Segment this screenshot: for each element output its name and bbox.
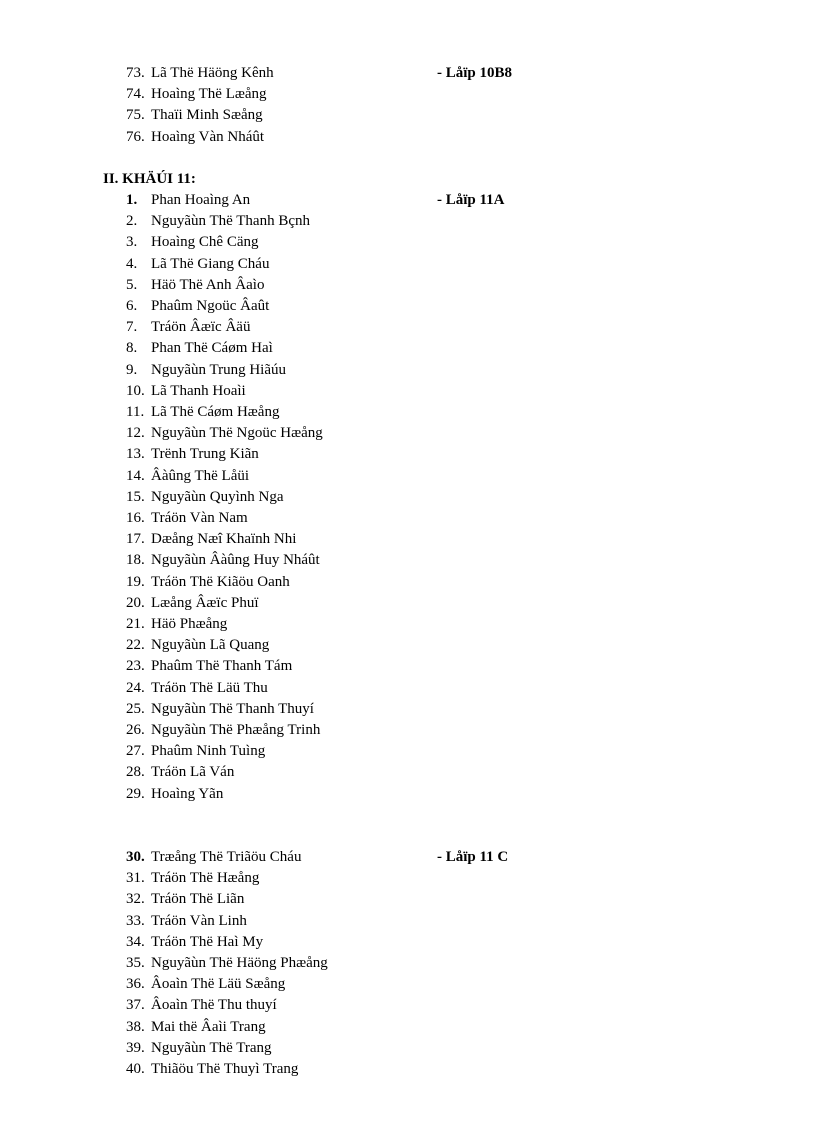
item-number: 7. (126, 319, 138, 335)
item-number: 75. (126, 107, 145, 123)
item-number: 29. (126, 786, 145, 802)
item-name: Mai thë Âaìi Trang (151, 1019, 266, 1035)
item-number: 32. (126, 891, 145, 907)
class-label: - Låïp 11A (437, 192, 505, 208)
item-number: 8. (126, 340, 138, 356)
item-number: 33. (126, 913, 145, 929)
item-name: Nguyãùn Lã Quang (151, 637, 270, 653)
item-number: 15. (126, 489, 145, 505)
item-name: Tráön Thë Kiãöu Oanh (151, 574, 290, 590)
item-number: 18. (126, 552, 145, 568)
item-number: 13. (126, 446, 145, 462)
item-name: Nguyãùn Thë Trang (151, 1040, 272, 1056)
item-name: Træång Thë Triãöu Cháu (151, 849, 302, 865)
item-name: Lã Thanh Hoaìi (151, 383, 246, 399)
section-heading: II. KHÄÚI 11: (103, 171, 196, 187)
item-name: Dæång Næî Khaïnh Nhi (151, 531, 297, 547)
item-number: 4. (126, 256, 138, 272)
item-number: 40. (126, 1061, 145, 1077)
item-number: 17. (126, 531, 145, 547)
item-name: Phaûm Thë Thanh Tám (151, 658, 293, 674)
item-name: Hoaìng Vàn Nháût (151, 129, 265, 145)
item-number: 11. (126, 404, 145, 420)
item-number: 2. (126, 213, 138, 229)
item-number: 19. (126, 574, 145, 590)
item-name: Nguyãùn Thë Thanh Bçnh (151, 213, 311, 229)
item-name: Thiãöu Thë Thuyì Trang (151, 1061, 299, 1077)
item-number: 27. (126, 743, 145, 759)
item-name: Häö Phæång (151, 616, 228, 632)
item-number: 26. (126, 722, 145, 738)
item-name: Tráön Thë Hæång (151, 870, 260, 886)
item-name: Âàûng Thë Låüi (151, 468, 250, 484)
item-number: 12. (126, 425, 145, 441)
item-name: Nguyãùn Thë Phæång Trinh (151, 722, 321, 738)
item-name: Nguyãùn Quyình Nga (151, 489, 284, 505)
item-number: 20. (126, 595, 145, 611)
item-number: 16. (126, 510, 145, 526)
item-number: 30. (126, 849, 145, 865)
item-name: Âoaìn Thë Läü Sæång (151, 976, 286, 992)
item-name: Nguyãùn Trung Hiãúu (151, 362, 287, 378)
item-name: Hoaìng Chê Cäng (151, 234, 259, 250)
item-name: Nguyãùn Thë Häöng Phæång (151, 955, 328, 971)
item-name: Lã Thë Cáøm Hæång (151, 404, 280, 420)
item-name: Phaûm Ninh Tuìng (151, 743, 266, 759)
item-number: 9. (126, 362, 138, 378)
item-number: 25. (126, 701, 145, 717)
item-number: 36. (126, 976, 145, 992)
item-number: 21. (126, 616, 145, 632)
item-name: Tráön Vàn Linh (151, 913, 247, 929)
item-number: 23. (126, 658, 145, 674)
item-number: 37. (126, 997, 145, 1013)
item-number: 24. (126, 680, 145, 696)
item-name: Tráön Thë Liãn (151, 891, 245, 907)
item-number: 6. (126, 298, 138, 314)
item-name: Lã Thë Giang Cháu (151, 256, 270, 272)
item-number: 22. (126, 637, 145, 653)
item-name: Nguyãùn Thë Thanh Thuyí (151, 701, 314, 717)
item-name: Phan Hoaìng An (151, 192, 251, 208)
item-name: Tráön Âæïc Âäü (151, 319, 251, 335)
item-name: Tráön Vàn Nam (151, 510, 248, 526)
item-name: Phan Thë Cáøm Haì (151, 340, 273, 356)
item-number: 74. (126, 86, 145, 102)
item-number: 35. (126, 955, 145, 971)
item-name: Nguyãùn Âàûng Huy Nháût (151, 552, 320, 568)
item-name: Lã Thë Häöng Kênh (151, 65, 274, 81)
item-name: Nguyãùn Thë Ngoüc Hæång (151, 425, 323, 441)
item-number: 3. (126, 234, 138, 250)
item-name: Âoaìn Thë Thu thuyí (151, 997, 277, 1013)
item-name: Tráön Thë Läü Thu (151, 680, 268, 696)
item-number: 39. (126, 1040, 145, 1056)
item-name: Hoaìng Thë Læång (151, 86, 267, 102)
item-number: 10. (126, 383, 145, 399)
item-number: 28. (126, 764, 145, 780)
item-number: 76. (126, 129, 145, 145)
item-name: Hoaìng Yãn (151, 786, 224, 802)
item-name: Tráön Thë Haì My (151, 934, 264, 950)
item-number: 1. (126, 192, 138, 208)
item-name: Trënh Trung Kiãn (151, 446, 259, 462)
item-number: 34. (126, 934, 145, 950)
item-number: 38. (126, 1019, 145, 1035)
item-name: Thaïi Minh Sæång (151, 107, 263, 123)
item-name: Læång Âæïc Phuï (151, 595, 259, 611)
item-name: Häö Thë Anh Âaìo (151, 277, 265, 293)
item-name: Phaûm Ngoüc Âaût (151, 298, 270, 314)
item-name: Tráön Lã Ván (151, 764, 235, 780)
class-label: - Låïp 11 C (437, 849, 509, 865)
item-number: 31. (126, 870, 145, 886)
class-label: - Låïp 10B8 (437, 65, 513, 81)
item-number: 73. (126, 65, 145, 81)
item-number: 14. (126, 468, 145, 484)
item-number: 5. (126, 277, 138, 293)
